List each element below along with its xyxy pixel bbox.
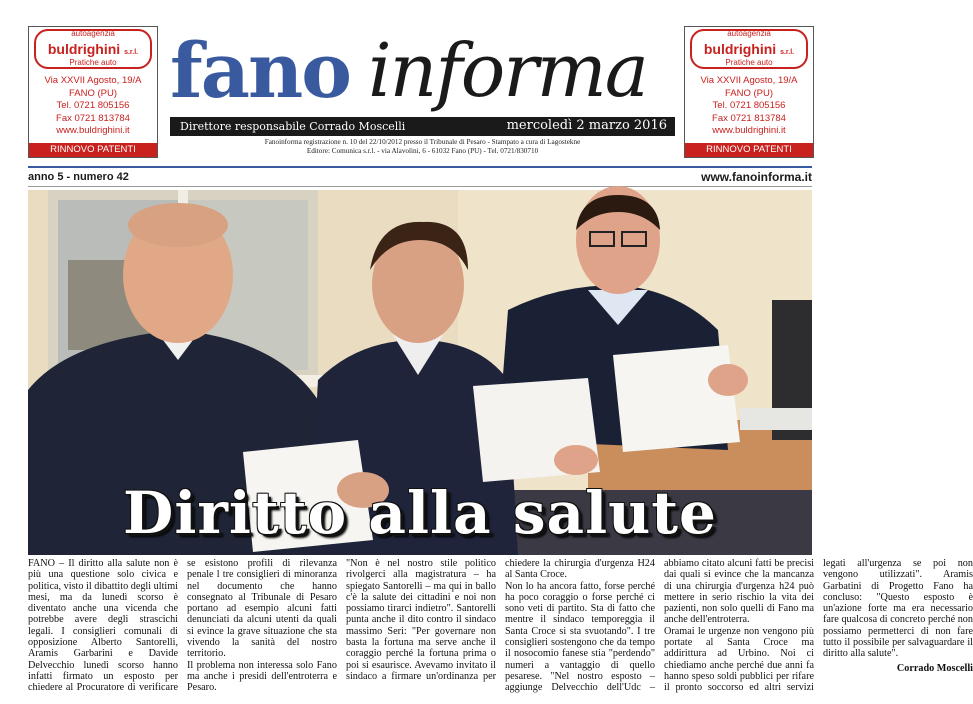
registration-line: Fanoinforma registrazione n. 10 del 22/10/2012 presso il Tribunale di Pesaro - Stampato a cura di Lagostekne <box>264 138 581 146</box>
ad-band: RINNOVO PATENTI <box>685 143 813 157</box>
ad-brand: buldrighini s.r.l. <box>47 41 139 57</box>
ad-top-line: autoagenzia <box>71 29 115 38</box>
ad-sub-line: Pratiche auto <box>725 58 773 67</box>
ad-phone: Tel. 0721 805156 <box>56 100 130 111</box>
registration-info <box>170 138 675 155</box>
issue-date: mercoledì 2 marzo 2016 <box>506 118 667 133</box>
article-author: Corrado Moscelli <box>896 662 973 674</box>
website-link[interactable]: www.fanoinforma.it <box>701 170 812 184</box>
masthead-title-informa: informa <box>368 28 647 114</box>
ad-website: www.buldrighini.it <box>712 125 786 136</box>
ad-address: Via XXVII Agosto, 19/A <box>700 75 798 86</box>
headline: Diritto alla salute <box>123 479 717 547</box>
ad-logo <box>34 29 152 69</box>
article-body <box>28 558 973 704</box>
ad-website: www.buldrighini.it <box>56 125 130 136</box>
article-paragraph: Non lo ha ancora fatto, forse perché ha poco coraggio o forse perché ci sono veti di partito. Sta di fatto che mentre il sindaco temporeggia il Santa Croce si sta svuotando". I tre consiglieri sostengono che da tempo il nosocomio fanese stia "perdendo" numeri a vantaggio di quello pesarese. "Nel nostro esposto – aggiunge Delvecchio dell'Udc – abbiamo citato alcuni fatti be precisi dai quali si evince che la mancanza di una chirurgia d'urgenza h24 può mettere in serio rischio la vita dei pazienti, non solo quelli di Fano ma anche dell'entroterra. <box>505 558 814 694</box>
masthead-bar <box>170 117 675 136</box>
ad-top-line: autoagenzia <box>727 29 771 38</box>
ad-contacts <box>29 75 157 138</box>
ad-contacts <box>685 75 813 138</box>
masthead-title-fano: fano <box>170 26 350 115</box>
ad-city: FANO (PU) <box>724 87 774 99</box>
ad-address: Via XXVII Agosto, 19/A <box>44 75 142 86</box>
ad-band: RINNOVO PATENTI <box>29 143 157 157</box>
ad-fax: Fax 0721 813784 <box>712 112 786 124</box>
ad-city: FANO (PU) <box>68 87 118 99</box>
publisher-line: Editore: Comunica s.r.l. - via Alavolini, 6 - 61032 Fano (PU) - Tel. 0721/830710 <box>306 146 539 155</box>
article-paragraph: Oramai le urgenze non vengono più portate al Santa Croce ma addirittura ad Urbino. Noi ci chiediamo anche perché due anni fa hanno speso soldi pubblici per rifare il pronto soccorso ed altri servizi legati all'urgenza se poi non vengono utilizzati". Aramis Garbatini di Progetto Fano ha concluso: "Questo esposto è un'azione forte ma era necessario fare qualcosa di concreto perché non possiamo permetterci di non fare tutto il possibile per salvaguardare il diritto alla salute". <box>664 558 973 694</box>
ad-phone: Tel. 0721 805156 <box>712 100 786 111</box>
ad-logo <box>690 29 808 69</box>
director-line: Direttore responsabile Corrado Moscelli <box>180 120 406 133</box>
divider <box>28 186 812 187</box>
advertisement-right[interactable] <box>684 26 814 158</box>
ad-sub-line: Pratiche auto <box>69 58 117 67</box>
ad-fax: Fax 0721 813784 <box>56 112 130 124</box>
masthead-logo <box>170 18 674 118</box>
ad-brand: buldrighini s.r.l. <box>703 41 795 57</box>
article-paragraph: Il problema non interessa solo Fano ma anche i presidi dell'entroterra e Pesaro. <box>187 659 337 694</box>
divider <box>28 166 812 168</box>
article-paragraph: "Non è nel nostro stile politico rivolgerci alla magistratura – ha spiegato Santorelli – ma qui in ballo c'è la salute dei cittadini e noi non possiamo tirarci indietro". Santorelli punta anche il dito contro il sindaco massimo Seri: "Per governare non basta la fortuna ma serve anche il coraggio perché la fortuna prima o poi si esaurisce. Avevamo invitato il sindaco a firmare un'ordinanza per chiedere la chirurgia d'urgenza H24 al Santa Croce. <box>346 558 655 682</box>
advertisement-left[interactable] <box>28 26 158 158</box>
issue-number: anno 5 - numero 42 <box>28 171 129 183</box>
article-paragraph: FANO – Il diritto alla salute non è più una questione solo civica e politica, visto il dibattito degli ultimi mesi, ma da lunedì scorso è diventato anche una vicenda che potrebbe avere degli strascichi legali. I consiglieri comunali di opposizione Alberto Santorelli, Aramis Garbarini e Davide Delvecchio lunedì scorso hanno infatti firmato un esposto per chiedere al Procuratore di verificare se esistono profili di rilevanza penale l tre consiglieri di minoranza nel documento che hanno consegnato al Tribunale di Pesaro portano ad esempio alcuni fatti denunciati da alcuni utenti da quali si evince la grave situazione che sta vivendo la sanità del nostro territorio. <box>28 558 337 694</box>
